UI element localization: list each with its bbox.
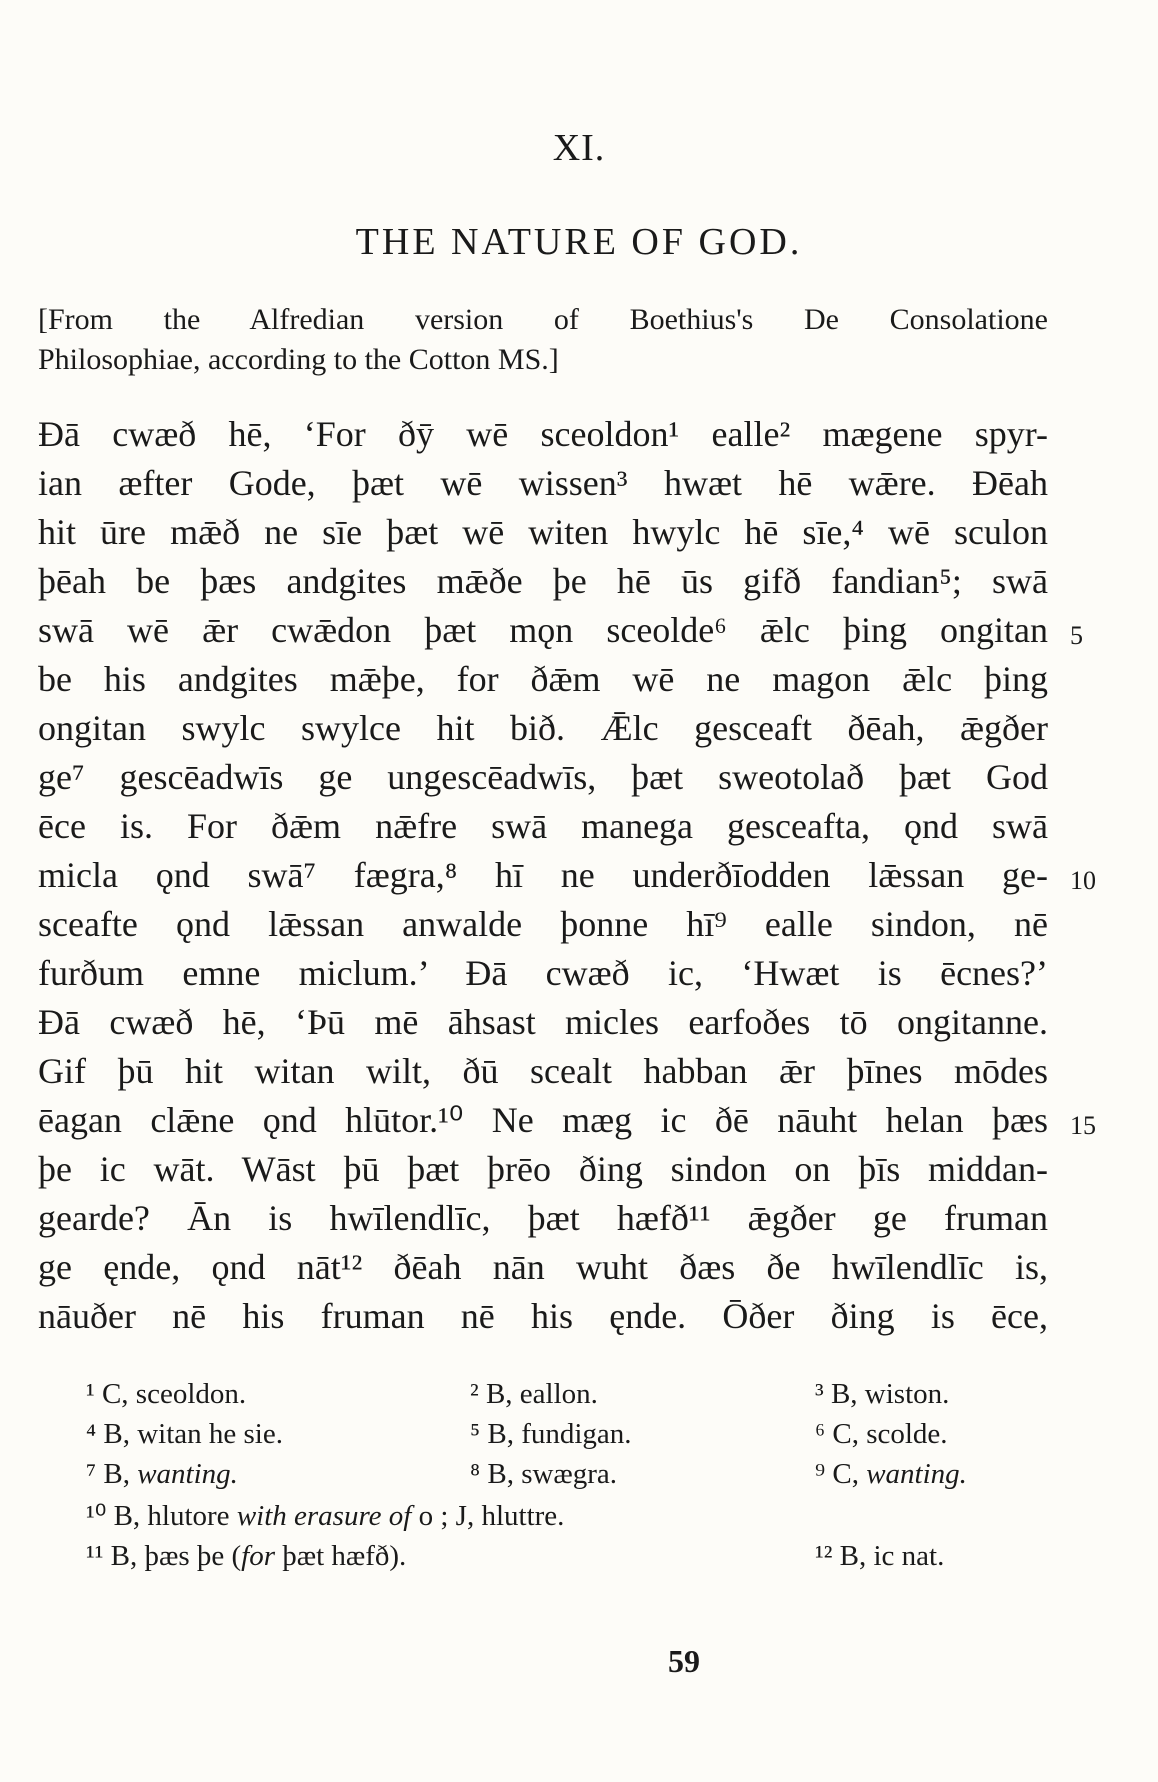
footnote-8: ⁸ B, swægra. — [470, 1458, 618, 1490]
footnote-6: ⁶ C, scolde. — [815, 1418, 948, 1450]
text-line-14: Gif þū hit witan wilt, ðū scealt habban ǣr þīnes mōdes — [38, 1051, 1048, 1091]
text-line-12: furðum emne miclum.’ Đā cwæð ic, ‘Hwæt is ēcnes?’ — [38, 953, 1048, 993]
chapter-title: THE NATURE OF GOD. — [355, 221, 803, 263]
text-line-13: Đā cwæð hē, ‘Þū mē āhsast micles earfoðes tō ongitanne. — [38, 1002, 1048, 1042]
text-line-18: ge ęnde, ǫnd nāt¹² ðēah nān wuht ðæs ðe hwīlendlīc is, — [38, 1247, 1048, 1287]
footnote-3: ³ B, wiston. — [815, 1378, 950, 1410]
footnote-7-ref: ⁷ B, — [86, 1458, 130, 1490]
footnote-7 — [86, 1458, 238, 1491]
footnote-1: ¹ C, sceoldon. — [86, 1378, 247, 1410]
text-line-8: ge⁷ gescēadwīs ge ungescēadwīs, þæt sweotolað þæt God — [38, 757, 1048, 797]
line-number-5: 5 — [1070, 621, 1083, 650]
footnote-7-italic: wanting. — [137, 1458, 238, 1490]
line-number-15: 15 — [1070, 1111, 1096, 1140]
footnote-4: ⁴ B, witan he sie. — [86, 1418, 283, 1450]
footnote-11-italic: for — [241, 1540, 275, 1572]
text-line-15: ēagan clǣne ǫnd hlūtor.¹⁰ Ne mæg ic ðē nāuht helan þæs — [38, 1100, 1048, 1140]
text-line-9: ēce is. For ðǣm nǣfre swā manega gesceafta, ǫnd swā — [38, 806, 1048, 846]
footnote-10-ref: ¹⁰ B, hlutore — [86, 1500, 230, 1532]
footnote-2: ² B, eallon. — [470, 1378, 598, 1410]
footnote-10 — [86, 1498, 564, 1533]
page-number: 59 — [668, 1643, 700, 1679]
footnote-11-rest: þæt hæfð). — [282, 1540, 407, 1572]
text-line-4: þēah be þæs andgites mǣðe þe hē ūs gifð fandian⁵; swā — [38, 561, 1048, 601]
footnote-11-ref: ¹¹ B, þæs þe ( — [86, 1540, 242, 1572]
source-note-line-2: Philosophiae, according to the Cotton MS.] — [38, 343, 559, 376]
footnote-5: ⁵ B, fundigan. — [470, 1418, 632, 1450]
text-line-5: swā wē ǣr cwǣdon þæt mǫn sceolde⁶ ǣlc þing ongitan — [38, 610, 1048, 650]
text-line-2: ian æfter Gode, þæt wē wissen³ hwæt hē wǣre. Đēah — [38, 463, 1048, 503]
footnote-12: ¹² B, ic nat. — [815, 1540, 945, 1572]
text-line-17: gearde? Ān is hwīlendlīc, þæt hæfð¹¹ ǣgðer ge fruman — [38, 1198, 1048, 1238]
text-line-16: þe ic wāt. Wāst þū þæt þrēo ðing sindon on þīs middan- — [38, 1149, 1048, 1189]
text-line-10: micla ǫnd swā⁷ fægra,⁸ hī ne underðīodden lǣssan ge- — [38, 855, 1048, 895]
footnote-9-italic: wanting. — [866, 1458, 967, 1490]
text-line-1: Đā cwæð hē, ‘For ðȳ wē sceoldon¹ ealle² mægene spyr- — [38, 414, 1048, 454]
text-line-7: ongitan swylc swylce hit bið. Ǣlc gesceaft ðēah, ǣgðer — [38, 708, 1048, 748]
text-line-3: hit ūre mǣð ne sīe þæt wē witen hwylc hē sīe,⁴ wē sculon — [38, 512, 1048, 552]
footnote-10-italic: with erasure of — [236, 1500, 412, 1532]
text-line-6: be his andgites mǣþe, for ðǣm wē ne magon ǣlc þing — [38, 659, 1048, 699]
line-number-10: 10 — [1070, 866, 1096, 895]
source-note-line-1: [From the Alfredian version of Boethius's De Consolatione — [38, 303, 1048, 336]
footnote-11 — [86, 1540, 406, 1573]
chapter-number: XI. — [552, 127, 606, 169]
footnote-9-ref: ⁹ C, — [815, 1458, 859, 1490]
text-line-11: sceafte ǫnd lǣssan anwalde þonne hī⁹ ealle sindon, nē — [38, 904, 1048, 944]
footnote-9 — [815, 1458, 967, 1491]
footnote-10-rest: o ; J, hluttre. — [418, 1500, 565, 1532]
text-line-19: nāuðer nē his fruman nē his ęnde. Ōðer ðing is ēce, — [38, 1296, 1048, 1336]
